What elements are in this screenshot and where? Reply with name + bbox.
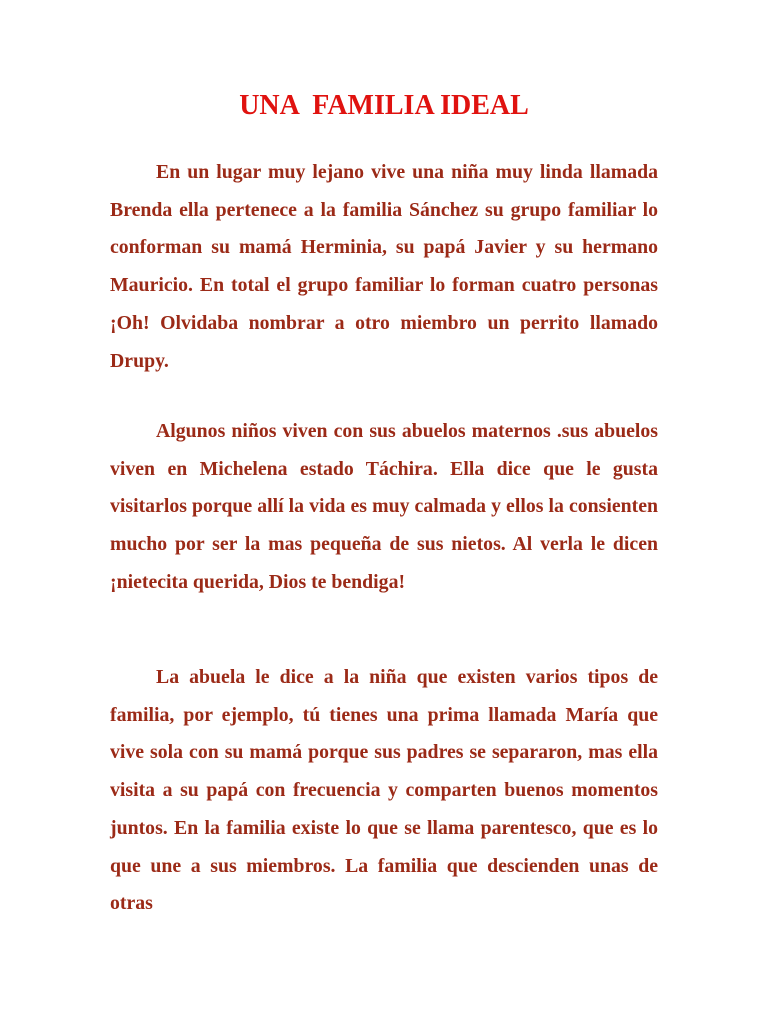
paragraph-3: La abuela le dice a la niña que existen varios tipos de familia, por ejemplo, tú tienes una prima llamada María que vive sola con su mamá porque sus padres se separaron, mas ella visita a su papá con frecuencia y comparten buenos momentos juntos. En la familia existe lo que se llama parentesco, que es lo que une a sus miembros. La familia que descienden unas de otras <box>110 666 658 915</box>
paragraph-1: En un lugar muy lejano vive una niña muy linda llamada Brenda ella pertenece a la familia Sánchez su grupo familiar lo conforman su mamá Herminia, su papá Javier y su hermano Mauricio. En total el grupo familiar lo forman cuatro personas ¡Oh! Olvidaba nombrar a otro miembro un perrito llamado Drupy. <box>110 161 658 372</box>
document-title: UNA FAMILIA IDEAL <box>239 90 529 121</box>
paragraph-2: Algunos niños viven con sus abuelos maternos .sus abuelos viven en Michelena estado Táchira. Ella dice que le gusta visitarlos porque allí la vida es muy calmada y ellos la consienten mucho por ser la mas pequeña de sus nietos. Al verla le dicen ¡nietecita querida, Dios te bendiga! <box>110 420 658 593</box>
